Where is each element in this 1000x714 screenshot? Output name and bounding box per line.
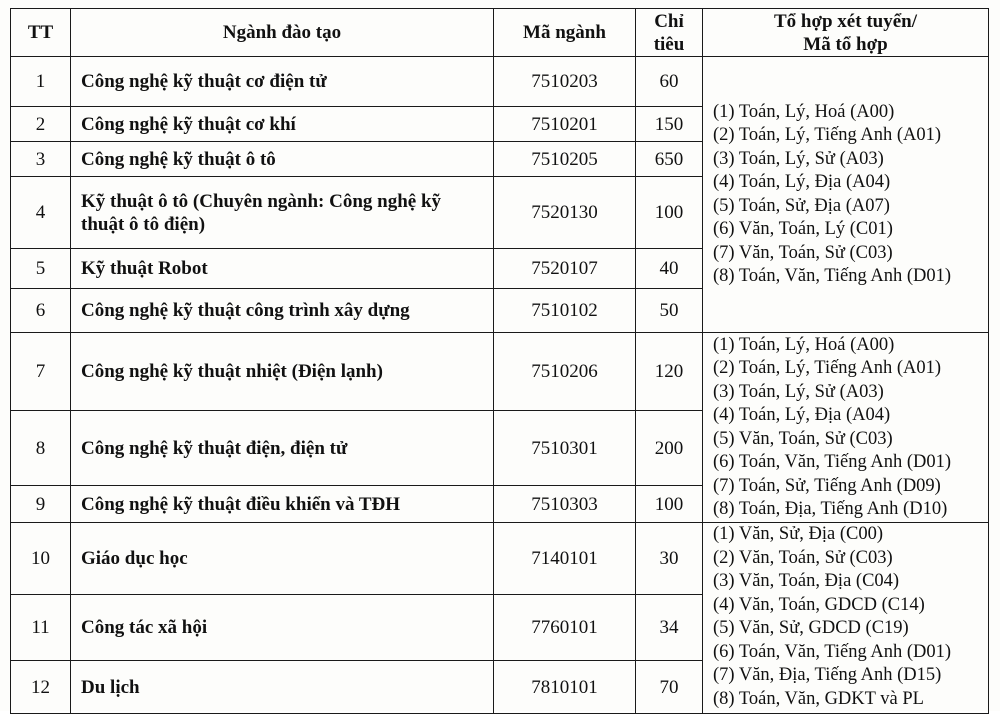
combo-item: (7) Văn, Toán, Sử (C03) (713, 242, 893, 263)
combo-item: (1) Toán, Lý, Hoá (A00) (713, 101, 895, 122)
row-tt: 6 (11, 289, 71, 333)
row-tt: 7 (11, 333, 71, 411)
header-combo-line2: Mã tổ hợp (803, 33, 888, 55)
row-quota: 100 (636, 177, 703, 249)
header-code: Mã ngành (494, 9, 636, 57)
combo-item: (6) Toán, Văn, Tiếng Anh (D01) (713, 641, 952, 662)
combo-item: (2) Văn, Toán, Sử (C03) (713, 547, 893, 568)
row-tt: 3 (11, 142, 71, 177)
row-major-code: 7510205 (494, 142, 636, 177)
row-quota: 34 (636, 595, 703, 661)
row-major-code: 7510301 (494, 411, 636, 486)
row-major-name: Công nghệ kỹ thuật điện, điện tử (71, 411, 494, 486)
combo-item: (3) Văn, Toán, Địa (C04) (713, 571, 900, 591)
row-quota: 100 (636, 486, 703, 523)
combo-group-1 (703, 57, 989, 333)
combo-item: (2) Toán, Lý, Tiếng Anh (A01) (713, 125, 942, 145)
row-major-name: Công tác xã hội (71, 595, 494, 661)
row-major-code: 7510201 (494, 107, 636, 142)
combo-item: (8) Toán, Địa, Tiếng Anh (D10) (713, 499, 948, 519)
row-major-code: 7520107 (494, 249, 636, 289)
combo-item: (2) Toán, Lý, Tiếng Anh (A01) (713, 358, 942, 378)
combo-item: (7) Toán, Sử, Tiếng Anh (D09) (713, 475, 941, 496)
row-major-code: 7140101 (494, 523, 636, 595)
header-major: Ngành đào tạo (71, 9, 494, 57)
header-quota (636, 9, 703, 57)
header-quota-line2: tiêu (653, 33, 685, 55)
header-tt: TT (11, 9, 71, 57)
row-tt: 1 (11, 57, 71, 107)
row-quota: 120 (636, 333, 703, 411)
row-major-name: Kỹ thuật Robot (71, 249, 494, 289)
combo-item: (8) Toán, Văn, GDKT và PL (713, 688, 924, 709)
row-quota: 70 (636, 661, 703, 714)
table-row (11, 333, 989, 411)
row-major-code: 7510102 (494, 289, 636, 333)
row-major-name: Công nghệ kỹ thuật cơ khí (71, 107, 494, 142)
combo-item: (3) Toán, Lý, Sử (A03) (713, 381, 884, 402)
row-quota: 40 (636, 249, 703, 289)
table-row (11, 523, 989, 595)
row-major-name: Công nghệ kỹ thuật điều khiển và TĐH (71, 486, 494, 523)
row-major-code: 7520130 (494, 177, 636, 249)
row-major-code: 7760101 (494, 595, 636, 661)
row-major-name: Giáo dục học (71, 523, 494, 595)
row-major-code: 7510206 (494, 333, 636, 411)
row-tt: 10 (11, 523, 71, 595)
combo-item: (4) Toán, Lý, Địa (A04) (713, 405, 891, 425)
row-major-name: Công nghệ kỹ thuật ô tô (71, 142, 494, 177)
row-quota: 650 (636, 142, 703, 177)
row-major-name: Công nghệ kỹ thuật cơ điện tử (71, 57, 494, 107)
combo-item: (6) Văn, Toán, Lý (C01) (713, 219, 893, 239)
row-tt: 9 (11, 486, 71, 523)
row-major-name: Kỹ thuật ô tô (Chuyên ngành: Công nghệ kỹ thuật ô tô điện) (71, 177, 494, 249)
row-tt: 12 (11, 661, 71, 714)
row-tt: 2 (11, 107, 71, 142)
row-major-code: 7510203 (494, 57, 636, 107)
header-row (11, 9, 989, 57)
row-major-name: Công nghệ kỹ thuật công trình xây dựng (71, 289, 494, 333)
combo-item: (5) Toán, Sử, Địa (A07) (713, 195, 890, 216)
row-major-code: 7510303 (494, 486, 636, 523)
combo-item: (6) Toán, Văn, Tiếng Anh (D01) (713, 452, 952, 472)
row-major-name: Du lịch (71, 661, 494, 714)
header-quota-line1: Chỉ (654, 10, 684, 32)
combo-item: (4) Toán, Lý, Địa (A04) (713, 172, 891, 192)
combo-item: (7) Văn, Địa, Tiếng Anh (D15) (713, 665, 942, 685)
combo-item: (8) Toán, Văn, Tiếng Anh (D01) (713, 266, 952, 286)
combo-item: (5) Văn, Toán, Sử (C03) (713, 428, 893, 449)
row-quota: 200 (636, 411, 703, 486)
combo-item: (1) Toán, Lý, Hoá (A00) (713, 334, 895, 355)
row-tt: 5 (11, 249, 71, 289)
admissions-table (10, 8, 989, 714)
header-combo-line1: Tổ hợp xét tuyển/ (773, 10, 917, 32)
row-tt: 4 (11, 177, 71, 249)
combo-group-2 (703, 333, 989, 523)
row-quota: 30 (636, 523, 703, 595)
row-tt: 11 (11, 595, 71, 661)
combo-item: (4) Văn, Toán, GDCD (C14) (713, 594, 925, 615)
row-major-code: 7810101 (494, 661, 636, 714)
row-quota: 50 (636, 289, 703, 333)
combo-item: (1) Văn, Sử, Địa (C00) (713, 524, 883, 544)
row-quota: 150 (636, 107, 703, 142)
row-tt: 8 (11, 411, 71, 486)
combo-group-3 (703, 523, 989, 714)
combo-item: (5) Văn, Sử, GDCD (C19) (713, 618, 909, 638)
combo-item: (3) Toán, Lý, Sử (A03) (713, 148, 884, 169)
header-combo (703, 9, 989, 57)
row-major-name: Công nghệ kỹ thuật nhiệt (Điện lạnh) (71, 333, 494, 411)
table-row (11, 57, 989, 107)
row-quota: 60 (636, 57, 703, 107)
